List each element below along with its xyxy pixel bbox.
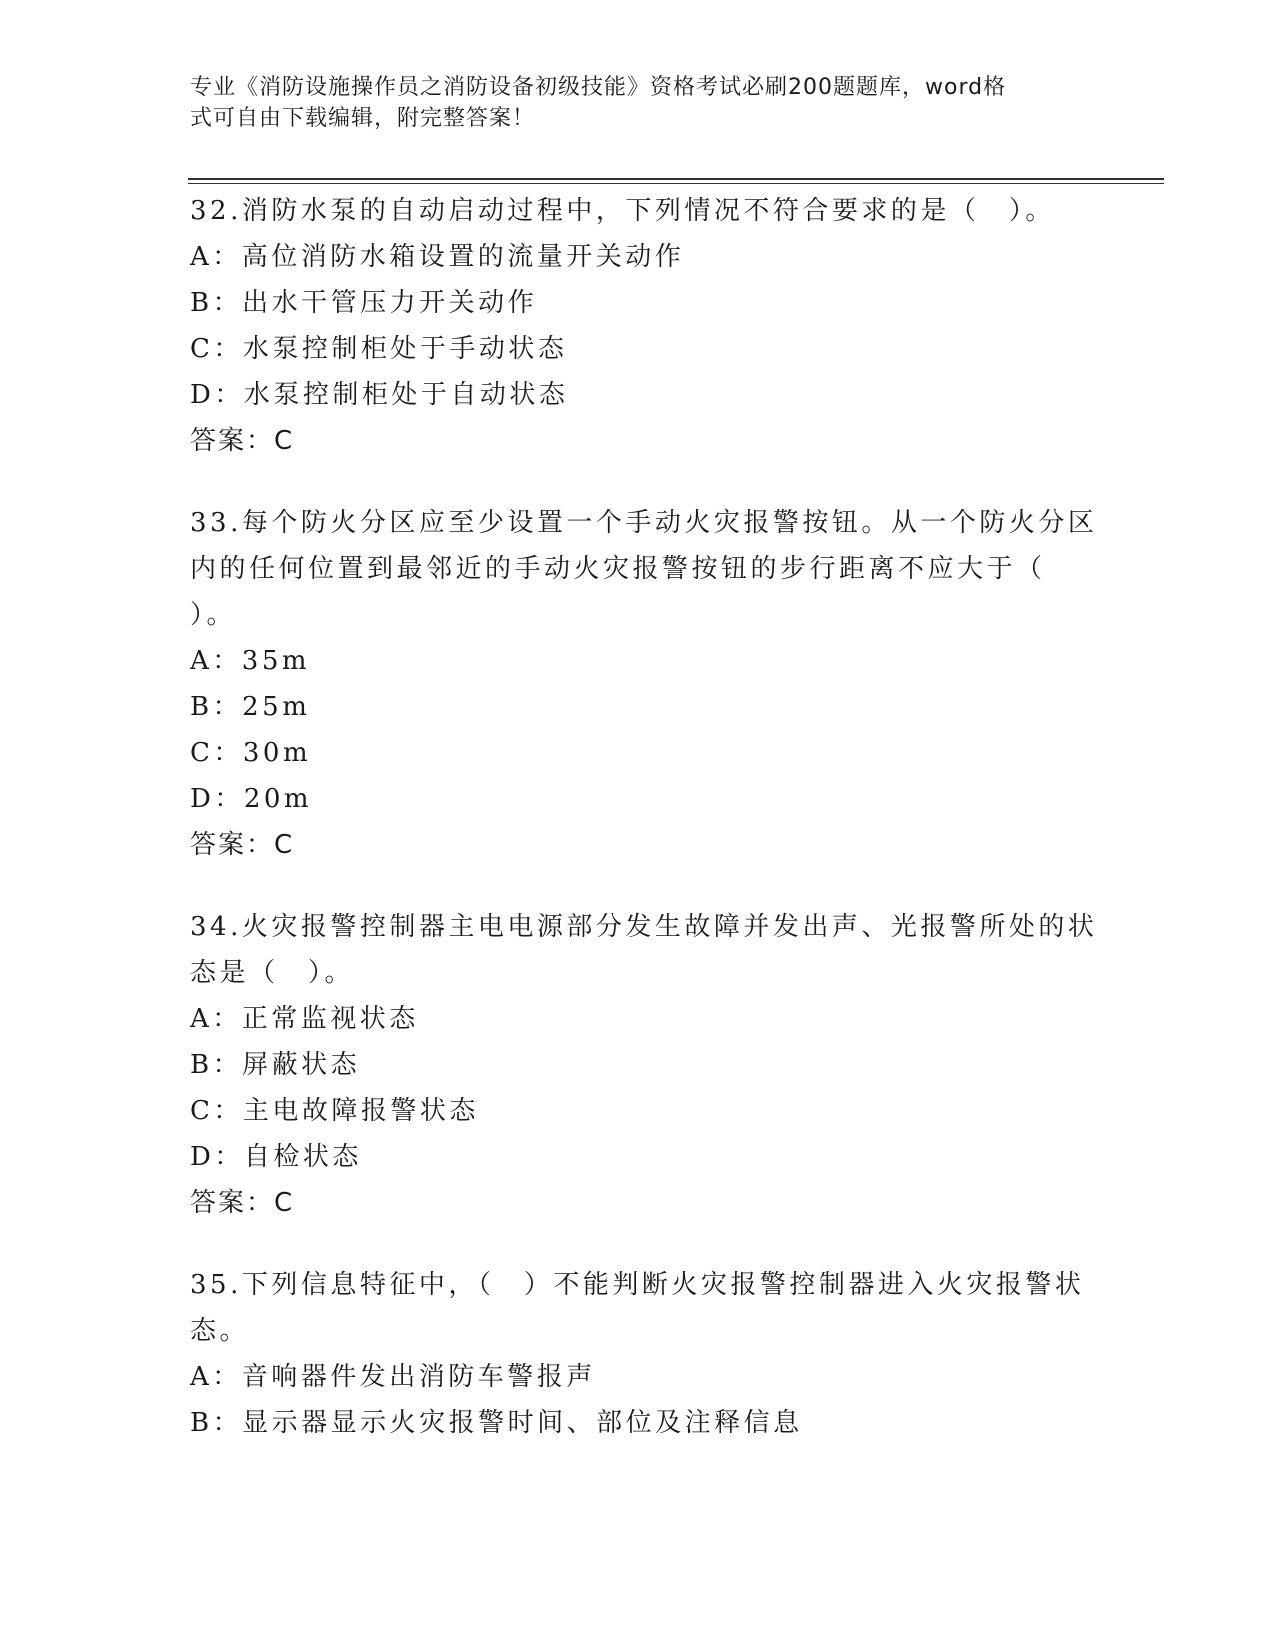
question-text: 态是（ ）。 bbox=[190, 958, 355, 988]
option-b: B：显示器显示火灾报警时间、部位及注释信息 bbox=[190, 1408, 803, 1438]
option-c: C：30m bbox=[190, 738, 312, 768]
option-a: A：正常监视状态 bbox=[190, 1004, 419, 1034]
option-d: D：20m bbox=[190, 784, 313, 814]
question-33 bbox=[190, 500, 1098, 868]
header-line: 式可自由下载编辑，附完整答案！ bbox=[190, 106, 536, 131]
option-b: B：出水干管压力开关动作 bbox=[190, 288, 538, 318]
question-text: 35.下列信息特征中，（ ）不能判断火灾报警控制器进入火灾报警状 bbox=[190, 1270, 1085, 1300]
option-d: D：水泵控制柜处于自动状态 bbox=[190, 380, 569, 410]
question-text: 内的任何位置到最邻近的手动火灾报警按钮的步行距离不应大于（ bbox=[190, 554, 1046, 584]
question-35 bbox=[190, 1262, 1090, 1446]
question-text: 34.火灾报警控制器主电电源部分发生故障并发出声、光报警所处的状 bbox=[190, 912, 1098, 942]
header-divider-thin bbox=[188, 183, 1164, 184]
option-b: B：25m bbox=[190, 692, 311, 722]
question-32 bbox=[190, 188, 1090, 464]
option-a: A：音响器件发出消防车警报声 bbox=[190, 1362, 596, 1392]
header-line: 专业《消防设施操作员之消防设备初级技能》资格考试必刷200题题库，word格 bbox=[190, 75, 1007, 100]
option-b: B：屏蔽状态 bbox=[190, 1050, 361, 1080]
question-text: ）。 bbox=[190, 600, 237, 630]
option-c: C：水泵控制柜处于手动状态 bbox=[190, 334, 568, 364]
option-d: D：自检状态 bbox=[190, 1142, 362, 1172]
option-c: C：主电故障报警状态 bbox=[190, 1096, 479, 1126]
question-text: 态。 bbox=[190, 1316, 250, 1346]
document-header bbox=[190, 72, 1070, 134]
question-list bbox=[190, 188, 1098, 1482]
question-text: 33.每个防火分区应至少设置一个手动火灾报警按钮。从一个防火分区 bbox=[190, 508, 1098, 538]
option-a: A：35m bbox=[190, 646, 311, 676]
question-text: 32.消防水泵的自动启动过程中，下列情况不符合要求的是（ ）。 bbox=[190, 196, 1055, 226]
question-34 bbox=[190, 904, 1098, 1226]
answer: 答案：C bbox=[190, 1188, 295, 1218]
option-a: A：高位消防水箱设置的流量开关动作 bbox=[190, 242, 685, 272]
answer: 答案：C bbox=[190, 426, 295, 456]
answer: 答案：C bbox=[190, 830, 295, 860]
header-divider bbox=[188, 178, 1164, 180]
